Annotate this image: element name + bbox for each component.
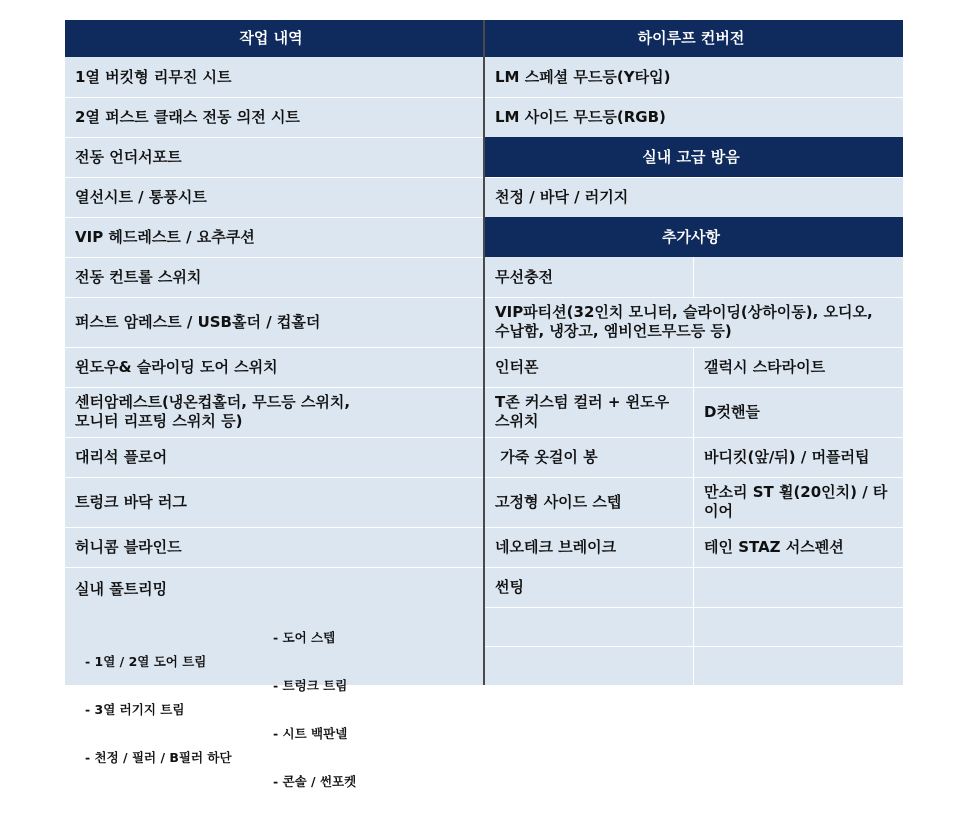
- row-divider: [65, 97, 483, 98]
- row-divider: [485, 437, 903, 438]
- right-wheel-tire: 만소리 ST 휠(20인치) / 타 이어: [694, 477, 903, 527]
- right-d-cut-handle: D컷핸들: [694, 387, 903, 437]
- right-soundproof-areas: 천정 / 바닥 / 러기지: [485, 177, 903, 217]
- row-divider: [485, 387, 903, 388]
- row-divider: [65, 387, 483, 388]
- row-divider: [65, 217, 483, 218]
- trimming-sub-item: - 천정 / 필러 / B필러 하단: [85, 750, 232, 765]
- row-divider: [65, 477, 483, 478]
- trimming-label: 실내 풀트리밍: [75, 580, 168, 598]
- row-divider: [65, 347, 483, 348]
- right-brake: 네오테크 브레이크: [485, 527, 694, 567]
- row-divider: [65, 137, 483, 138]
- right-tzone-color: T존 커스텀 컬러 + 윈도우 스위치: [485, 387, 694, 437]
- center-divider: [483, 20, 485, 685]
- left-row-3: 전동 언더서포트: [65, 137, 483, 177]
- row-divider: [65, 177, 483, 178]
- left-row-12: 허니콤 블라인드: [65, 527, 483, 567]
- right-mood-light-side: LM 사이드 무드등(RGB): [485, 97, 903, 137]
- right-mood-light-y: LM 스페셜 무드등(Y타입): [485, 57, 903, 97]
- row-divider: [485, 646, 903, 647]
- right-bodykit-muffler: 바디킷(앞/뒤) / 머플러팁: [694, 437, 903, 477]
- right-empty-cell: [694, 567, 903, 607]
- row-divider: [485, 347, 903, 348]
- trimming-sub-item: - 3열 러기지 트림: [85, 702, 185, 717]
- right-galaxy-starlight: 갤럭시 스타라이트: [694, 347, 903, 387]
- left-row-11: 트렁크 바닥 러그: [65, 477, 483, 527]
- header-interior-soundproof: 실내 고급 방음: [485, 137, 903, 177]
- row-divider: [485, 177, 903, 178]
- right-empty-cell: [485, 607, 694, 646]
- column-divider: [693, 347, 694, 685]
- right-tinting: 썬팅: [485, 567, 694, 607]
- left-row-10: 대리석 플로어: [65, 437, 483, 477]
- left-row-8: 윈도우& 슬라이딩 도어 스위치: [65, 347, 483, 387]
- right-wireless-charging: 무선충전: [485, 257, 694, 297]
- column-divider: [693, 257, 694, 297]
- row-divider: [485, 567, 903, 568]
- right-vip-partition: VIP파티션(32인치 모니터, 슬라이딩(상하이동), 오디오, 수납함, 냉장고, 엠비언트무드등 등): [485, 297, 903, 347]
- left-row-1: 1열 버킷형 리무진 시트: [65, 57, 483, 97]
- left-row-5: VIP 헤드레스트 / 요추쿠션: [65, 217, 483, 257]
- trimming-sub-item: - 트렁크 트림: [273, 678, 348, 693]
- trimming-sublist-left: [85, 622, 232, 798]
- trimming-sub-item: - 시트 백판넬: [273, 726, 348, 741]
- row-divider: [485, 477, 903, 478]
- row-divider: [65, 527, 483, 528]
- row-divider: [485, 97, 903, 98]
- trimming-sub-item: - 1열 / 2열 도어 트림: [85, 654, 207, 669]
- trimming-sub-item: - 도어 스텝: [273, 630, 336, 645]
- right-empty-cell: [694, 646, 903, 685]
- left-row-2: 2열 퍼스트 클래스 전동 의전 시트: [65, 97, 483, 137]
- options-table: [65, 20, 903, 789]
- left-row-9: 센터암레스트(냉온컵홀더, 무드등 스위치, 모니터 리프팅 스위치 등): [65, 387, 483, 437]
- header-hiroof-conversion: 하이루프 컨버전: [485, 20, 903, 57]
- trimming-sub-item: - 콘솔 / 썬포켓: [273, 774, 357, 789]
- right-empty-cell: [694, 607, 903, 646]
- right-leather-hanger-bar: 가죽 옷걸이 봉: [485, 437, 694, 477]
- trimming-sublist-right: [273, 598, 356, 822]
- left-row-6: 전동 컨트롤 스위치: [65, 257, 483, 297]
- row-divider: [65, 257, 483, 258]
- row-divider: [65, 297, 483, 298]
- header-work-list: 작업 내역: [65, 20, 483, 57]
- row-divider: [65, 567, 483, 568]
- row-divider: [485, 297, 903, 298]
- right-empty-cell: [694, 257, 903, 297]
- right-empty-cell: [485, 646, 694, 685]
- left-row-4: 열선시트 / 통풍시트: [65, 177, 483, 217]
- row-divider: [485, 607, 903, 608]
- right-suspension: 테인 STAZ 서스펜션: [694, 527, 903, 567]
- right-side-step: 고정형 사이드 스텝: [485, 477, 694, 527]
- row-divider: [65, 437, 483, 438]
- header-extras: 추가사항: [485, 217, 903, 257]
- left-row-7: 퍼스트 암레스트 / USB홀더 / 컵홀더: [65, 297, 483, 347]
- row-divider: [485, 527, 903, 528]
- right-intercom: 인터폰: [485, 347, 694, 387]
